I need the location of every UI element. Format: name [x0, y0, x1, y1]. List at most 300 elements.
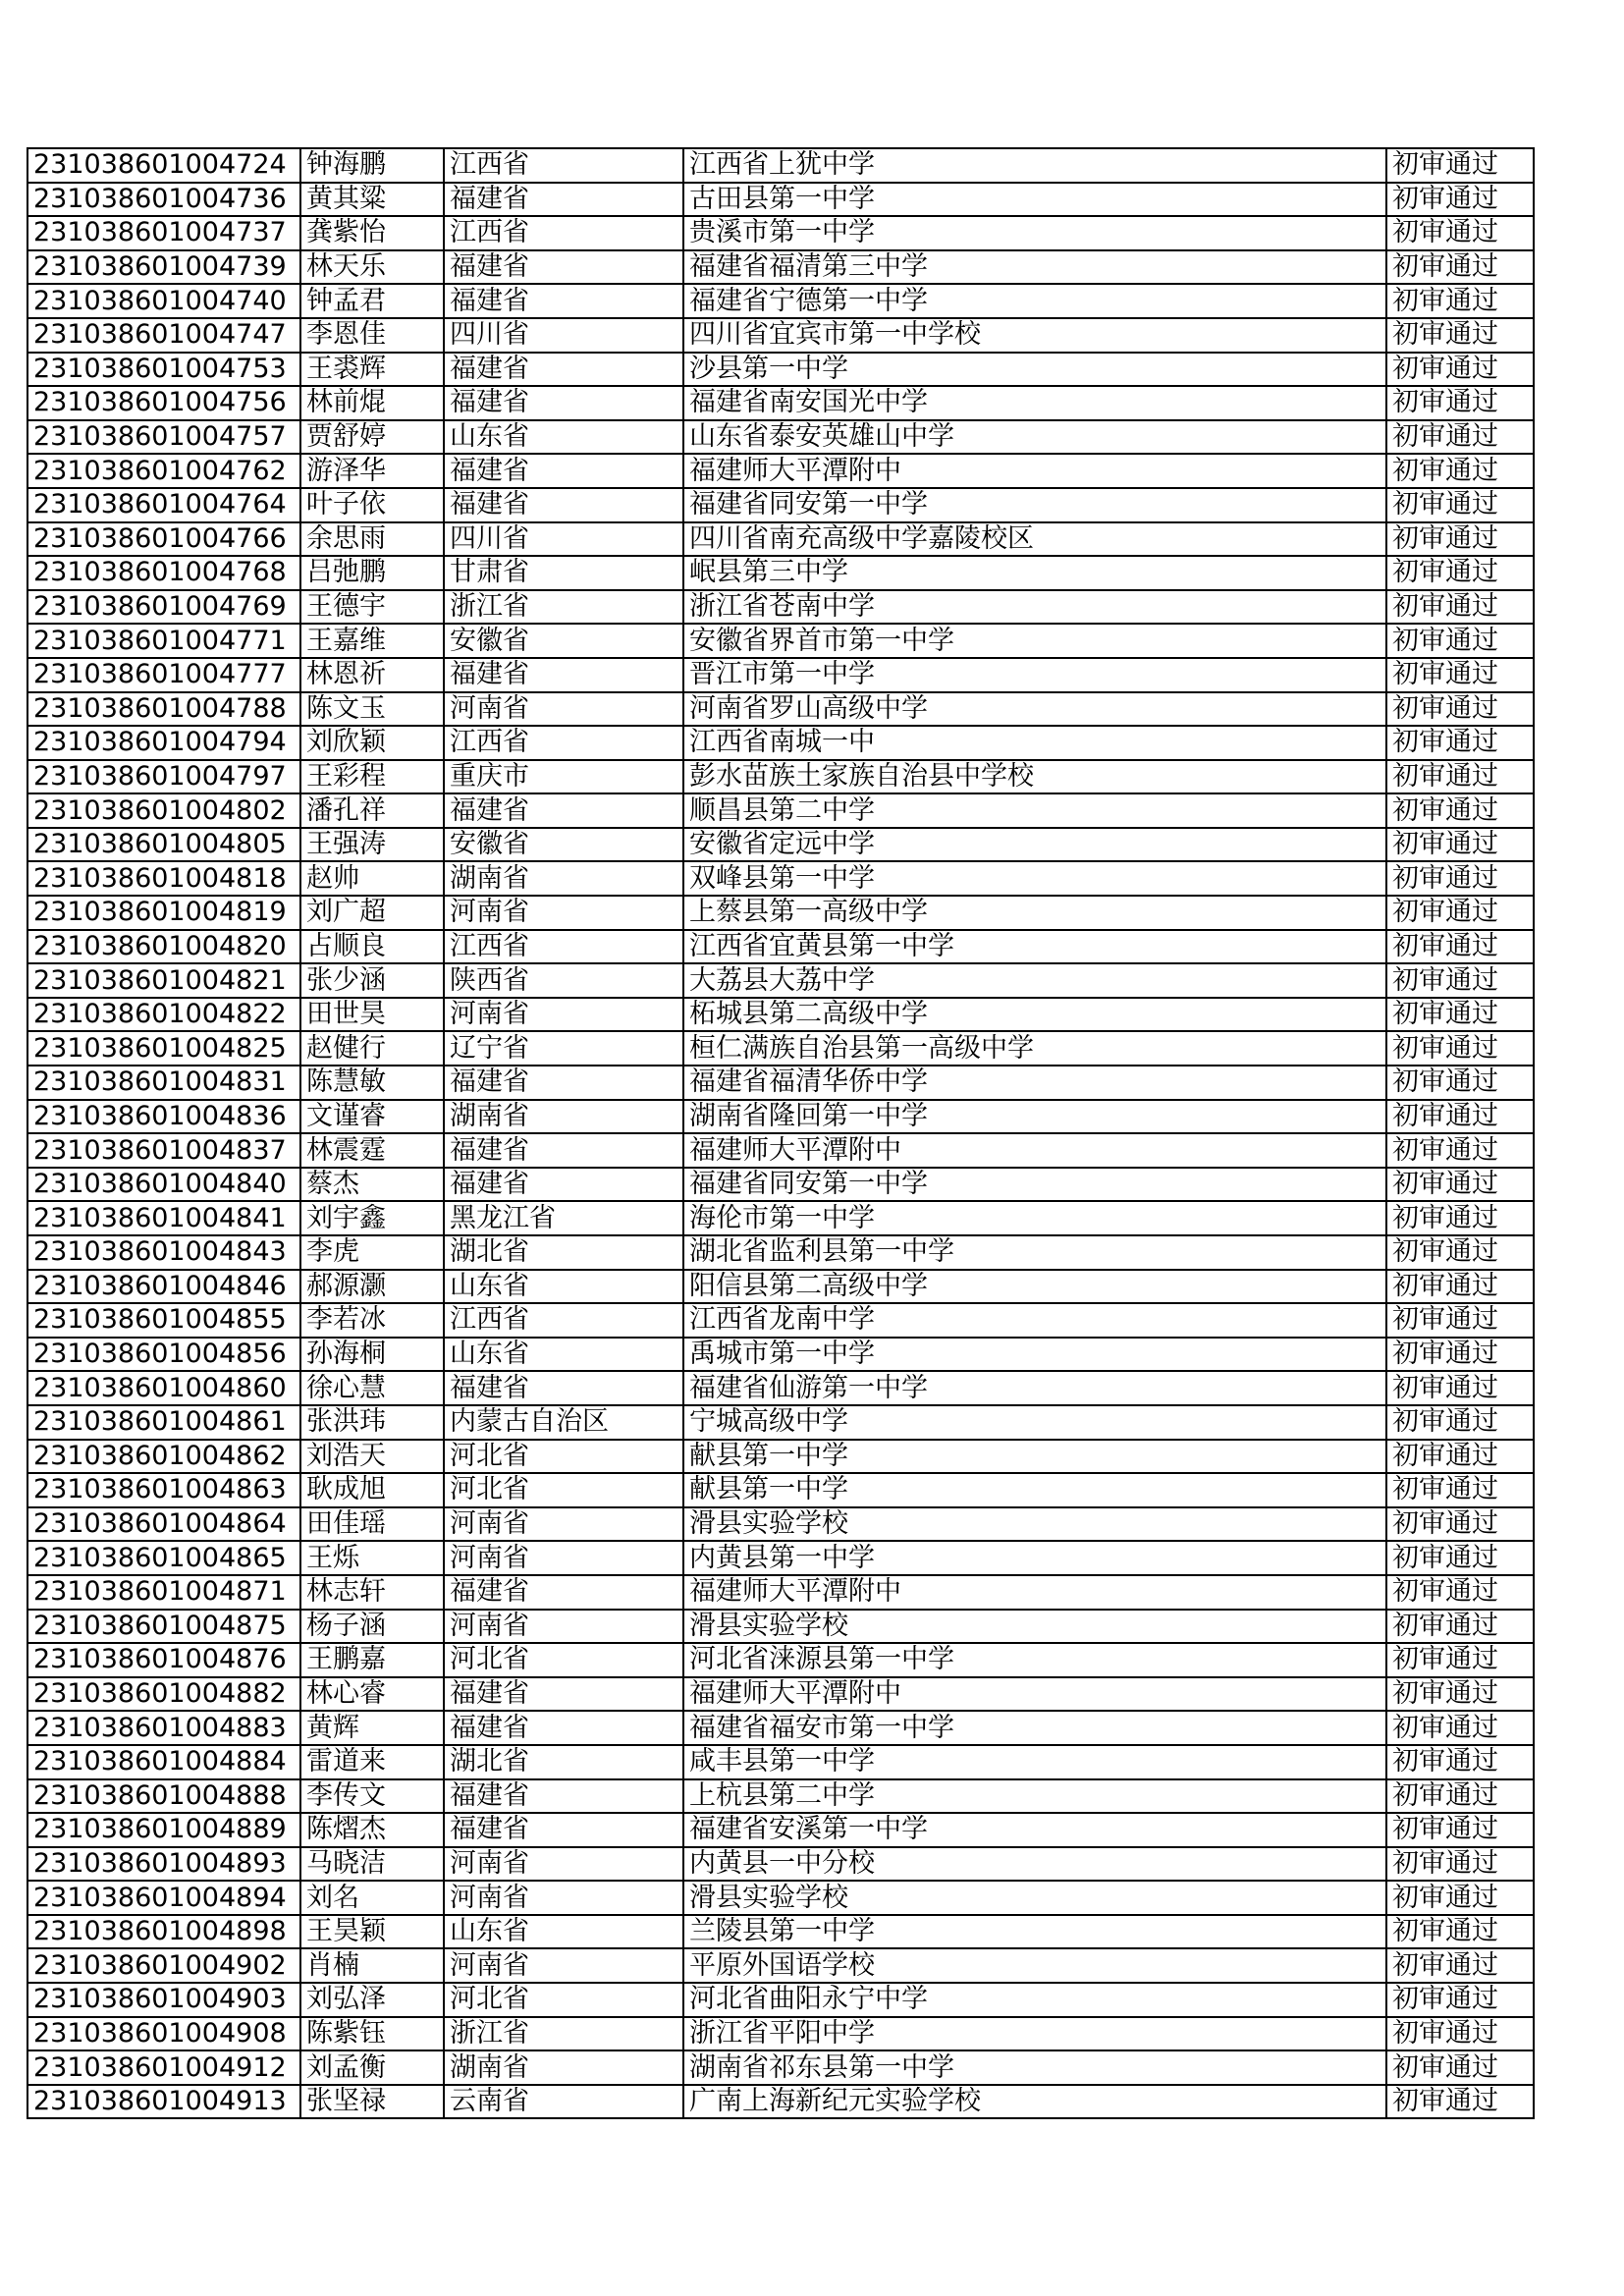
student-name-cell: 王裘辉	[300, 353, 444, 387]
student-name-cell: 郝源灏	[300, 1270, 444, 1304]
review-status-cell: 初审通过	[1386, 793, 1534, 828]
school-cell: 献县第一中学	[683, 1473, 1386, 1507]
school-cell: 山东省泰安英雄山中学	[683, 420, 1386, 455]
review-status-cell: 初审通过	[1386, 488, 1534, 522]
review-status-cell: 初审通过	[1386, 998, 1534, 1032]
province-cell: 河南省	[444, 1881, 683, 1915]
student-name-cell: 陈熠杰	[300, 1813, 444, 1847]
review-status-cell: 初审通过	[1386, 1881, 1534, 1915]
province-cell: 福建省	[444, 1711, 683, 1745]
province-cell: 福建省	[444, 488, 683, 522]
student-name-cell: 吕弛鹏	[300, 556, 444, 590]
school-cell: 内黄县第一中学	[683, 1541, 1386, 1575]
province-cell: 安徽省	[444, 828, 683, 862]
school-cell: 海伦市第一中学	[683, 1201, 1386, 1235]
review-status-cell: 初审通过	[1386, 1948, 1534, 1983]
school-cell: 江西省龙南中学	[683, 1303, 1386, 1338]
school-cell: 安徽省定远中学	[683, 828, 1386, 862]
table-row	[27, 420, 1534, 455]
school-cell: 滑县实验学校	[683, 1881, 1386, 1915]
province-cell: 福建省	[444, 1575, 683, 1610]
school-cell: 福建师大平潭附中	[683, 1575, 1386, 1610]
student-name-cell: 黄其粱	[300, 183, 444, 217]
candidate-table-body	[27, 148, 1534, 2118]
school-cell: 平原外国语学校	[683, 1948, 1386, 1983]
province-cell: 内蒙古自治区	[444, 1405, 683, 1440]
table-row	[27, 1915, 1534, 1949]
province-cell: 河南省	[444, 998, 683, 1032]
student-name-cell: 游泽华	[300, 454, 444, 488]
student-name-cell: 陈紫钰	[300, 2017, 444, 2051]
table-row	[27, 488, 1534, 522]
school-cell: 河南省罗山高级中学	[683, 692, 1386, 727]
student-name-cell: 张洪玮	[300, 1405, 444, 1440]
school-cell: 福建省同安第一中学	[683, 1168, 1386, 1202]
table-row	[27, 454, 1534, 488]
table-row	[27, 692, 1534, 727]
review-status-cell: 初审通过	[1386, 250, 1534, 285]
student-name-cell: 余思雨	[300, 522, 444, 557]
registration-number-cell: 231038601004875	[27, 1610, 300, 1644]
table-row	[27, 1575, 1534, 1610]
student-name-cell: 刘弘泽	[300, 1983, 444, 2017]
province-cell: 福建省	[444, 386, 683, 420]
student-name-cell: 雷道来	[300, 1745, 444, 1779]
table-row	[27, 1983, 1534, 2017]
table-row	[27, 1813, 1534, 1847]
school-cell: 古田县第一中学	[683, 183, 1386, 217]
review-status-cell: 初审通过	[1386, 522, 1534, 557]
student-name-cell: 林天乐	[300, 250, 444, 285]
table-row	[27, 963, 1534, 998]
review-status-cell: 初审通过	[1386, 963, 1534, 998]
student-name-cell: 杨子涵	[300, 1610, 444, 1644]
school-cell: 阳信县第二高级中学	[683, 1270, 1386, 1304]
student-name-cell: 张少涵	[300, 963, 444, 998]
registration-number-cell: 231038601004737	[27, 216, 300, 250]
table-row	[27, 1643, 1534, 1677]
table-row	[27, 284, 1534, 318]
review-status-cell: 初审通过	[1386, 1405, 1534, 1440]
review-status-cell: 初审通过	[1386, 1575, 1534, 1610]
school-cell: 福建省福安市第一中学	[683, 1711, 1386, 1745]
registration-number-cell: 231038601004805	[27, 828, 300, 862]
student-name-cell: 田佳瑶	[300, 1507, 444, 1542]
table-row	[27, 1847, 1534, 1882]
table-row	[27, 1066, 1534, 1100]
table-row	[27, 930, 1534, 964]
province-cell: 福建省	[444, 1813, 683, 1847]
registration-number-cell: 231038601004840	[27, 1168, 300, 1202]
review-status-cell: 初审通过	[1386, 1745, 1534, 1779]
registration-number-cell: 231038601004898	[27, 1915, 300, 1949]
review-status-cell: 初审通过	[1386, 1440, 1534, 1474]
review-status-cell: 初审通过	[1386, 726, 1534, 760]
review-status-cell: 初审通过	[1386, 896, 1534, 930]
registration-number-cell: 231038601004753	[27, 353, 300, 387]
school-cell: 福建师大平潭附中	[683, 454, 1386, 488]
review-status-cell: 初审通过	[1386, 828, 1534, 862]
review-status-cell: 初审通过	[1386, 1270, 1534, 1304]
province-cell: 山东省	[444, 1915, 683, 1949]
province-cell: 江西省	[444, 1303, 683, 1338]
review-status-cell: 初审通过	[1386, 2085, 1534, 2119]
school-cell: 上蔡县第一高级中学	[683, 896, 1386, 930]
student-name-cell: 蔡杰	[300, 1168, 444, 1202]
review-status-cell: 初审通过	[1386, 1133, 1534, 1168]
review-status-cell: 初审通过	[1386, 183, 1534, 217]
registration-number-cell: 231038601004757	[27, 420, 300, 455]
school-cell: 沙县第一中学	[683, 353, 1386, 387]
table-row	[27, 1779, 1534, 1814]
school-cell: 兰陵县第一中学	[683, 1915, 1386, 1949]
student-name-cell: 赵帅	[300, 861, 444, 896]
province-cell: 山东省	[444, 1338, 683, 1372]
student-name-cell: 王强涛	[300, 828, 444, 862]
registration-number-cell: 231038601004882	[27, 1677, 300, 1712]
province-cell: 福建省	[444, 1133, 683, 1168]
student-name-cell: 钟孟君	[300, 284, 444, 318]
province-cell: 福建省	[444, 454, 683, 488]
student-name-cell: 田世昊	[300, 998, 444, 1032]
school-cell: 桓仁满族自治县第一高级中学	[683, 1031, 1386, 1066]
table-row	[27, 556, 1534, 590]
province-cell: 福建省	[444, 658, 683, 692]
review-status-cell: 初审通过	[1386, 1847, 1534, 1882]
school-cell: 宁城高级中学	[683, 1405, 1386, 1440]
province-cell: 河南省	[444, 896, 683, 930]
table-row	[27, 1507, 1534, 1542]
registration-number-cell: 231038601004739	[27, 250, 300, 285]
review-status-cell: 初审通过	[1386, 420, 1534, 455]
student-name-cell: 占顺良	[300, 930, 444, 964]
province-cell: 河北省	[444, 1473, 683, 1507]
registration-number-cell: 231038601004894	[27, 1881, 300, 1915]
registration-number-cell: 231038601004861	[27, 1405, 300, 1440]
table-row	[27, 861, 1534, 896]
review-status-cell: 初审通过	[1386, 1031, 1534, 1066]
registration-number-cell: 231038601004820	[27, 930, 300, 964]
table-row	[27, 760, 1534, 794]
table-row	[27, 1100, 1534, 1134]
school-cell: 湖北省监利县第一中学	[683, 1235, 1386, 1270]
school-cell: 浙江省平阳中学	[683, 2017, 1386, 2051]
student-name-cell: 叶子依	[300, 488, 444, 522]
registration-number-cell: 231038601004769	[27, 590, 300, 625]
review-status-cell: 初审通过	[1386, 1303, 1534, 1338]
student-name-cell: 刘宇鑫	[300, 1201, 444, 1235]
table-row	[27, 1270, 1534, 1304]
school-cell: 福建师大平潭附中	[683, 1133, 1386, 1168]
table-row	[27, 1745, 1534, 1779]
student-name-cell: 刘名	[300, 1881, 444, 1915]
review-status-cell: 初审通过	[1386, 1507, 1534, 1542]
student-name-cell: 张坚禄	[300, 2085, 444, 2119]
school-cell: 福建师大平潭附中	[683, 1677, 1386, 1712]
registration-number-cell: 231038601004768	[27, 556, 300, 590]
student-name-cell: 刘欣颖	[300, 726, 444, 760]
review-status-cell: 初审通过	[1386, 930, 1534, 964]
review-status-cell: 初审通过	[1386, 760, 1534, 794]
school-cell: 岷县第三中学	[683, 556, 1386, 590]
school-cell: 福建省福清第三中学	[683, 250, 1386, 285]
school-cell: 江西省南城一中	[683, 726, 1386, 760]
province-cell: 河南省	[444, 1948, 683, 1983]
province-cell: 河北省	[444, 1983, 683, 2017]
school-cell: 湖南省隆回第一中学	[683, 1100, 1386, 1134]
province-cell: 河南省	[444, 1507, 683, 1542]
province-cell: 陕西省	[444, 963, 683, 998]
registration-number-cell: 231038601004860	[27, 1371, 300, 1405]
province-cell: 山东省	[444, 420, 683, 455]
province-cell: 湖北省	[444, 1745, 683, 1779]
province-cell: 福建省	[444, 250, 683, 285]
review-status-cell: 初审通过	[1386, 1983, 1534, 2017]
province-cell: 河南省	[444, 1847, 683, 1882]
registration-number-cell: 231038601004788	[27, 692, 300, 727]
table-row	[27, 1610, 1534, 1644]
review-status-cell: 初审通过	[1386, 1168, 1534, 1202]
school-cell: 广南上海新纪元实验学校	[683, 2085, 1386, 2119]
student-name-cell: 黄辉	[300, 1711, 444, 1745]
school-cell: 福建省仙游第一中学	[683, 1371, 1386, 1405]
registration-number-cell: 231038601004876	[27, 1643, 300, 1677]
province-cell: 湖北省	[444, 1235, 683, 1270]
registration-number-cell: 231038601004771	[27, 624, 300, 658]
review-status-cell: 初审通过	[1386, 148, 1534, 183]
review-status-cell: 初审通过	[1386, 1813, 1534, 1847]
province-cell: 浙江省	[444, 2017, 683, 2051]
student-name-cell: 贾舒婷	[300, 420, 444, 455]
review-status-cell: 初审通过	[1386, 590, 1534, 625]
table-row	[27, 1201, 1534, 1235]
table-row	[27, 2085, 1534, 2119]
registration-number-cell: 231038601004831	[27, 1066, 300, 1100]
table-row	[27, 658, 1534, 692]
registration-number-cell: 231038601004889	[27, 1813, 300, 1847]
table-row	[27, 1338, 1534, 1372]
student-name-cell: 李虎	[300, 1235, 444, 1270]
student-name-cell: 钟海鹏	[300, 148, 444, 183]
province-cell: 重庆市	[444, 760, 683, 794]
school-cell: 江西省上犹中学	[683, 148, 1386, 183]
province-cell: 福建省	[444, 793, 683, 828]
province-cell: 江西省	[444, 216, 683, 250]
registration-number-cell: 231038601004888	[27, 1779, 300, 1814]
table-row	[27, 828, 1534, 862]
table-row	[27, 183, 1534, 217]
student-name-cell: 李若冰	[300, 1303, 444, 1338]
student-name-cell: 王烁	[300, 1541, 444, 1575]
student-name-cell: 王彩程	[300, 760, 444, 794]
student-name-cell: 林心睿	[300, 1677, 444, 1712]
review-status-cell: 初审通过	[1386, 1066, 1534, 1100]
school-cell: 河北省涞源县第一中学	[683, 1643, 1386, 1677]
review-status-cell: 初审通过	[1386, 318, 1534, 353]
table-row	[27, 1948, 1534, 1983]
province-cell: 云南省	[444, 2085, 683, 2119]
school-cell: 献县第一中学	[683, 1440, 1386, 1474]
registration-number-cell: 231038601004724	[27, 148, 300, 183]
province-cell: 河南省	[444, 692, 683, 727]
province-cell: 湖南省	[444, 1100, 683, 1134]
student-name-cell: 林震霆	[300, 1133, 444, 1168]
table-row	[27, 1168, 1534, 1202]
table-row	[27, 1371, 1534, 1405]
table-row	[27, 250, 1534, 285]
review-status-cell: 初审通过	[1386, 624, 1534, 658]
student-name-cell: 刘孟衡	[300, 2050, 444, 2085]
student-name-cell: 林志轩	[300, 1575, 444, 1610]
registration-number-cell: 231038601004756	[27, 386, 300, 420]
school-cell: 双峰县第一中学	[683, 861, 1386, 896]
registration-number-cell: 231038601004736	[27, 183, 300, 217]
table-row	[27, 1303, 1534, 1338]
registration-number-cell: 231038601004821	[27, 963, 300, 998]
review-status-cell: 初审通过	[1386, 556, 1534, 590]
table-row	[27, 216, 1534, 250]
review-status-cell: 初审通过	[1386, 216, 1534, 250]
student-name-cell: 陈文玉	[300, 692, 444, 727]
province-cell: 福建省	[444, 353, 683, 387]
school-cell: 上杭县第二中学	[683, 1779, 1386, 1814]
school-cell: 柘城县第二高级中学	[683, 998, 1386, 1032]
school-cell: 福建省同安第一中学	[683, 488, 1386, 522]
registration-number-cell: 231038601004766	[27, 522, 300, 557]
table-row	[27, 726, 1534, 760]
table-row	[27, 896, 1534, 930]
table-row	[27, 1711, 1534, 1745]
review-status-cell: 初审通过	[1386, 386, 1534, 420]
review-status-cell: 初审通过	[1386, 2017, 1534, 2051]
province-cell: 江西省	[444, 148, 683, 183]
school-cell: 咸丰县第一中学	[683, 1745, 1386, 1779]
student-name-cell: 王嘉维	[300, 624, 444, 658]
student-name-cell: 李恩佳	[300, 318, 444, 353]
review-status-cell: 初审通过	[1386, 692, 1534, 727]
review-status-cell: 初审通过	[1386, 353, 1534, 387]
registration-number-cell: 231038601004802	[27, 793, 300, 828]
registration-number-cell: 231038601004764	[27, 488, 300, 522]
school-cell: 四川省南充高级中学嘉陵校区	[683, 522, 1386, 557]
province-cell: 江西省	[444, 930, 683, 964]
school-cell: 河北省曲阳永宁中学	[683, 1983, 1386, 2017]
province-cell: 福建省	[444, 284, 683, 318]
province-cell: 福建省	[444, 1779, 683, 1814]
province-cell: 辽宁省	[444, 1031, 683, 1066]
province-cell: 福建省	[444, 1066, 683, 1100]
registration-number-cell: 231038601004819	[27, 896, 300, 930]
student-name-cell: 王德宇	[300, 590, 444, 625]
review-status-cell: 初审通过	[1386, 454, 1534, 488]
province-cell: 福建省	[444, 1168, 683, 1202]
candidate-table	[27, 147, 1535, 2119]
review-status-cell: 初审通过	[1386, 1610, 1534, 1644]
school-cell: 四川省宜宾市第一中学校	[683, 318, 1386, 353]
school-cell: 内黄县一中分校	[683, 1847, 1386, 1882]
review-status-cell: 初审通过	[1386, 1201, 1534, 1235]
registration-number-cell: 231038601004908	[27, 2017, 300, 2051]
registration-number-cell: 231038601004912	[27, 2050, 300, 2085]
province-cell: 河北省	[444, 1643, 683, 1677]
review-status-cell: 初审通过	[1386, 1711, 1534, 1745]
school-cell: 福建省福清华侨中学	[683, 1066, 1386, 1100]
province-cell: 浙江省	[444, 590, 683, 625]
table-row	[27, 1881, 1534, 1915]
table-row	[27, 318, 1534, 353]
table-row	[27, 522, 1534, 557]
school-cell: 安徽省界首市第一中学	[683, 624, 1386, 658]
province-cell: 福建省	[444, 1677, 683, 1712]
review-status-cell: 初审通过	[1386, 658, 1534, 692]
registration-number-cell: 231038601004893	[27, 1847, 300, 1882]
province-cell: 河南省	[444, 1610, 683, 1644]
table-row	[27, 386, 1534, 420]
province-cell: 四川省	[444, 522, 683, 557]
school-cell: 福建省南安国光中学	[683, 386, 1386, 420]
registration-number-cell: 231038601004841	[27, 1201, 300, 1235]
province-cell: 湖南省	[444, 861, 683, 896]
registration-number-cell: 231038601004855	[27, 1303, 300, 1338]
registration-number-cell: 231038601004846	[27, 1270, 300, 1304]
school-cell: 滑县实验学校	[683, 1507, 1386, 1542]
table-row	[27, 2050, 1534, 2085]
registration-number-cell: 231038601004740	[27, 284, 300, 318]
registration-number-cell: 231038601004903	[27, 1983, 300, 2017]
student-name-cell: 赵健行	[300, 1031, 444, 1066]
school-cell: 江西省宜黄县第一中学	[683, 930, 1386, 964]
province-cell: 河北省	[444, 1440, 683, 1474]
registration-number-cell: 231038601004883	[27, 1711, 300, 1745]
province-cell: 湖南省	[444, 2050, 683, 2085]
registration-number-cell: 231038601004825	[27, 1031, 300, 1066]
registration-number-cell: 231038601004822	[27, 998, 300, 1032]
student-name-cell: 王昊颖	[300, 1915, 444, 1949]
table-row	[27, 1031, 1534, 1066]
registration-number-cell: 231038601004818	[27, 861, 300, 896]
province-cell: 河南省	[444, 1541, 683, 1575]
table-row	[27, 2017, 1534, 2051]
review-status-cell: 初审通过	[1386, 1779, 1534, 1814]
registration-number-cell: 231038601004794	[27, 726, 300, 760]
student-name-cell: 徐心慧	[300, 1371, 444, 1405]
registration-number-cell: 231038601004884	[27, 1745, 300, 1779]
student-name-cell: 马晓洁	[300, 1847, 444, 1882]
student-name-cell: 肖楠	[300, 1948, 444, 1983]
student-name-cell: 林恩祈	[300, 658, 444, 692]
school-cell: 禹城市第一中学	[683, 1338, 1386, 1372]
table-row	[27, 1440, 1534, 1474]
province-cell: 福建省	[444, 183, 683, 217]
review-status-cell: 初审通过	[1386, 1100, 1534, 1134]
review-status-cell: 初审通过	[1386, 1235, 1534, 1270]
registration-number-cell: 231038601004836	[27, 1100, 300, 1134]
registration-number-cell: 231038601004913	[27, 2085, 300, 2119]
student-name-cell: 王鹏嘉	[300, 1643, 444, 1677]
table-row	[27, 1405, 1534, 1440]
registration-number-cell: 231038601004871	[27, 1575, 300, 1610]
registration-number-cell: 231038601004843	[27, 1235, 300, 1270]
table-row	[27, 1677, 1534, 1712]
table-row	[27, 1473, 1534, 1507]
table-row	[27, 624, 1534, 658]
review-status-cell: 初审通过	[1386, 1371, 1534, 1405]
table-row	[27, 793, 1534, 828]
student-name-cell: 刘浩天	[300, 1440, 444, 1474]
student-name-cell: 陈慧敏	[300, 1066, 444, 1100]
registration-number-cell: 231038601004865	[27, 1541, 300, 1575]
school-cell: 顺昌县第二中学	[683, 793, 1386, 828]
